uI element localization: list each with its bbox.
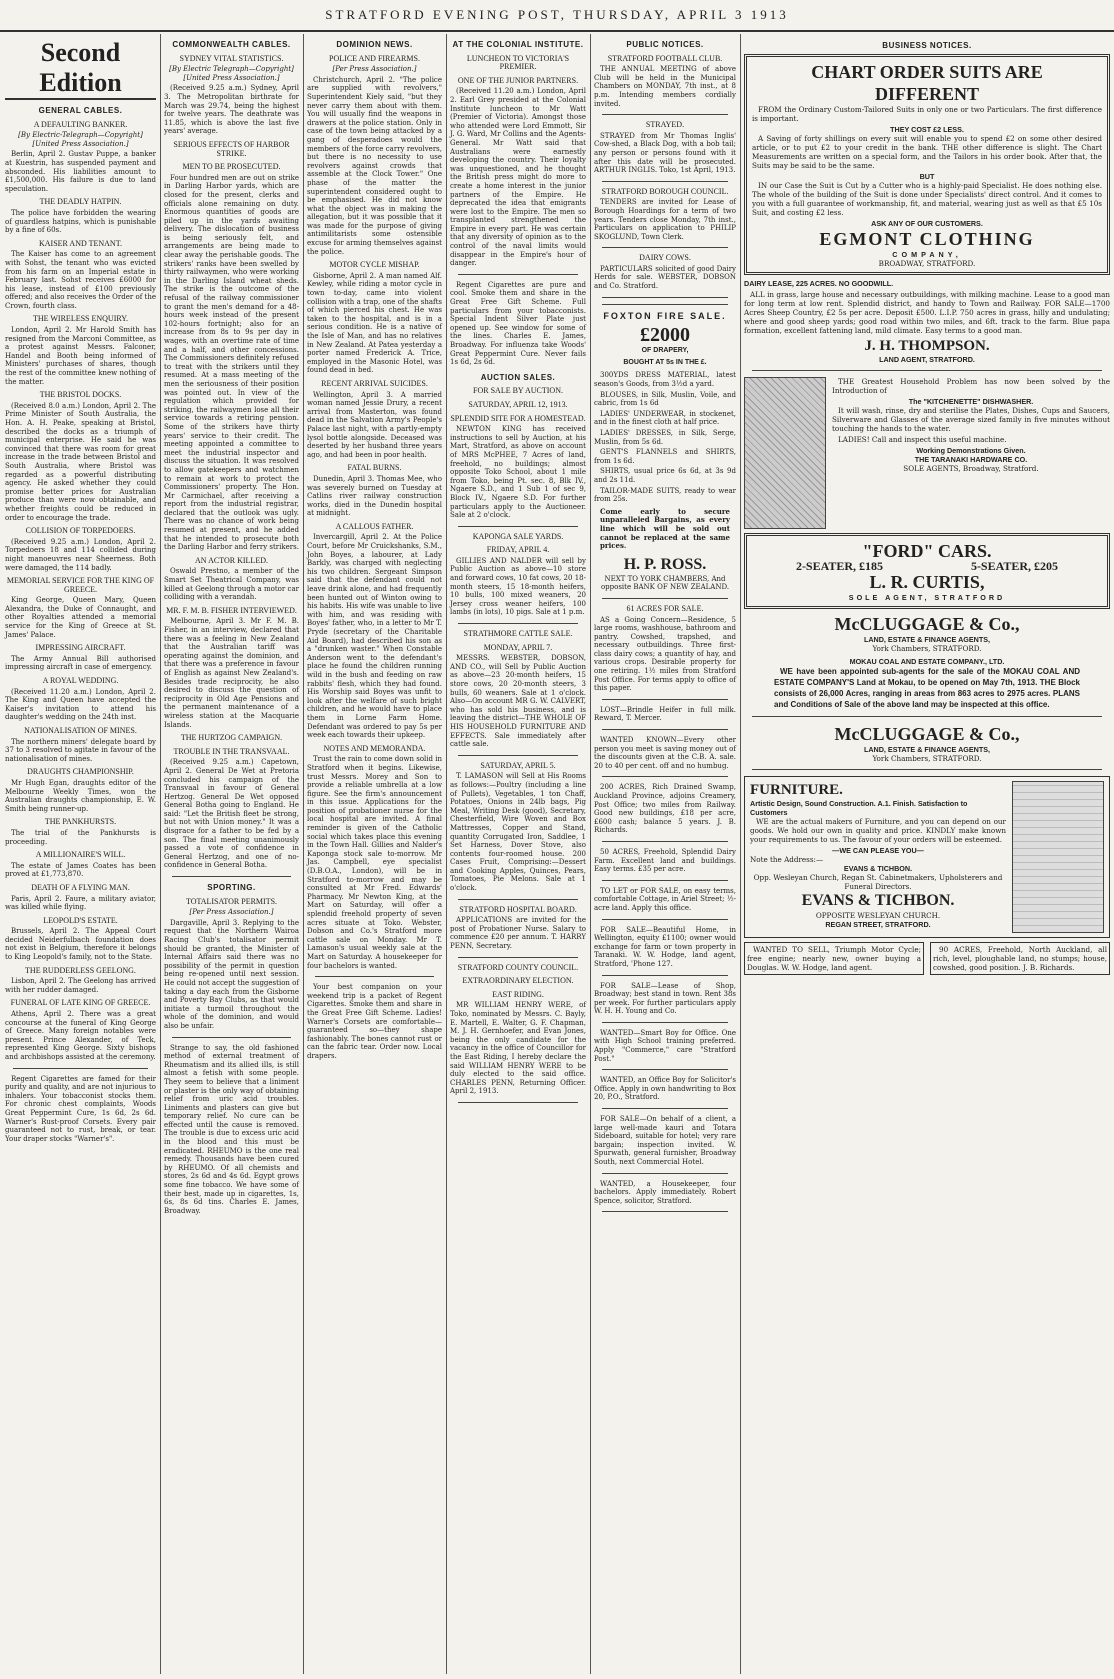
cable-item-body: King George, Queen Mary, Queen Alexandra, the Duke of Connaught, and other Royalties attended a memorial service for the King of Greece at St. James' Palace. (5, 596, 156, 639)
commonwealth-item-body: Oswald Prestno, a member of the Smart Set Theatrical Company, was killed at Geelong through a motor car colliding with a verandah. (164, 567, 299, 602)
public-notice-title: STRATFORD FOOTBALL CLUB. (607, 53, 723, 63)
foxton-line: 300YDS DRESS MATERIAL, latest season's Goods, from 3½d a yard. (594, 371, 736, 389)
auction-sale-title: STRATHMORE CATTLE SALE. (463, 629, 573, 639)
classified (594, 1115, 736, 1167)
classified (594, 783, 736, 835)
second-edition-banner: Second Edition (5, 38, 156, 100)
dominion-item (307, 464, 442, 518)
foxton-next: NEXT TO YORK CHAMBERS, And opposite BANK OF NEW ZEALAND. (600, 574, 730, 592)
mokau-body: WE have been appointed sub-agents for the sale of the MOKAU COAL AND ESTATE COMPANY'S Land at Mokau, to be opened on May 7th, 1913. THE Block consists of 26,000 Acres, ranging in areas from 863 acres to 2975 acres. PLANS and Conditions of Sale of the above land may be inspected at this office. (774, 667, 1080, 709)
cable-item (5, 884, 156, 912)
auction-sale-title: KAPONGA SALE YARDS. (472, 531, 564, 541)
furniture-please: —WE CAN PLEASE YOU— (832, 846, 924, 855)
auction-sale-title: FOR SALE BY AUCTION. (473, 386, 563, 396)
cable-item (5, 818, 156, 846)
foxton-line: GENT'S FLANNELS and SHIRTS, from 1s 6d. (594, 448, 736, 465)
classified (594, 605, 736, 693)
cable-item (5, 198, 156, 234)
dominion-item (307, 745, 442, 970)
cable-item (5, 121, 156, 194)
cable-item (5, 677, 156, 722)
auction-sale-body: T. LAMASON will Sell at His Rooms as follows:—Poultry (including a line of Pullets), Vegetables, 1 ton Chaff, Potatoes, Onions in 24lb bags, Pig Meal, Writing Desk (good), Secretary, Chesterfield, Wire Woven and Box Mattresses, Copper and Stand, quantity Corrugated Iron, Saddlee, 1 Set Harness, Dover Stove, also contents four-roomed house. 200 Cases Fruit, Comprising:—Dessert and Cooking Apples, Quinces, Pears, Tomatoes, Pie Melons. Sale at 1 o'clock. (450, 772, 586, 893)
col3-footer: Your best companion on your weekend trip is a packet of Regent Cigarettes. Smoke them and share in the Great Free Gift Scheme. Ladies! Warner's Corsets are comfortable—guaranteed so—they shape fashionably. The bones cannot rust or can the fabric tear. Order now. Local drapers. (307, 983, 442, 1060)
furniture-note: Note the Address:— (750, 855, 824, 864)
auction-sale (450, 906, 586, 951)
classified (594, 736, 736, 770)
furniture-body: WE are the actual makers of Furniture, and you can depend on our goods. We hold our own in quality and price. KINDLY make known your requirements to us. The favour of your orders will be esteemed. (750, 817, 1006, 844)
cable-item-title: THE PANKHURSTS. (44, 817, 117, 827)
auction-sale-date: EXTRAORDINARY ELECTION. (462, 976, 574, 986)
classified-body: WANTED—Smart Boy for Office. One with High School training preferred. Apply "Commerce," care "Stratford Post." (594, 1028, 736, 1063)
cable-item-title: A MILLIONAIRE'S WILL. (35, 850, 126, 860)
chart-ask: ASK ANY OF OUR CUSTOMERS. (871, 219, 983, 228)
cable-item-title: DRAUGHTS CHAMPIONSHIP. (27, 767, 134, 777)
commonwealth-item-body: Melbourne, April 3. Mr F. M. B. Fisher, in an interview, declared that there was a feeling in New Zealand that the Australian tariff was operating against the dominion, and that there was a preference in favour of English as against New Zealand's. Besides trade reciprocity, he also desired to discuss the question of reciprocity in Old Age Pensions and the permanent maintenance of a wireless station at the Macquarie Islands. (164, 617, 299, 729)
foxton-line: BLOUSES, in Silk, Muslin, Voile, and cabric, from 1s 6d (594, 390, 736, 408)
bottom-classifieds (744, 942, 1110, 977)
furniture-firm: EVANS & TICHBON. (801, 892, 955, 909)
auction-sale (450, 630, 586, 749)
chart-body: A Saving of forty shillings on every suit will enable you to spend £2 on some other desired article, or to put £2 to your credit in the bank. THE other difference is slight. The Chart Measurements are written on a special form, and the Tailors in his order book. After that, the Suits may be said to be the same. (752, 134, 1102, 170)
classified (594, 887, 736, 913)
thompson-name: J. H. THOMPSON. (864, 338, 990, 354)
col4-promo: Regent Cigarettes are pure and cool. Smoke them and share in the Great Free Gift Scheme. Full particulars from your tobacconists. Special Indent Silver Plate just opened up. See window for some of the lines. Charles E. James, Broadway. For influenza take Woods' Great Peppermint Cure. Never fails 1s 6d, 2s 6d. (450, 280, 586, 367)
classified-body: 200 ACRES, Rich Drained Swamp, Auckland Province, adjoins Creamery, Post Office; two miles from Railway. Good new buildings, £18 per acre, £600 cash; balance 5 years. J. B. Richards. (594, 783, 736, 835)
public-notice-title: DAIRY COWS. (639, 253, 691, 263)
totalisator-title: TOTALISATOR PERMITS. (185, 896, 278, 906)
cable-item-title: NATIONALISATION OF MINES. (24, 726, 137, 735)
commonwealth-item (164, 734, 299, 743)
foxton-come-early: Come early to secure unparalleled Bargains, as every line which will be sold out cannot be replaced at the same prices. (600, 506, 730, 551)
mccluggage-address: York Chambers, STRATFORD. (872, 644, 982, 653)
dominion-item-body: Dunedin, April 3. Thomas Mee, who was severely burned on Tuesday at Catlins river railway construction works, died in the Dunedin hospital at midnight. (307, 474, 442, 518)
chart-title: CHART ORDER SUITS ARE DIFFERENT (811, 62, 1043, 104)
cable-item (5, 527, 156, 572)
dominion-item-title: NOTES AND MEMORANDA. (323, 743, 426, 753)
cable-item-body: The Army Annual Bill authorised impressing aircraft in case of emergency. (5, 654, 156, 672)
commonwealth-item-title: SERIOUS EFFECTS OF HARBOR STRIKE. (173, 139, 290, 158)
auction-sale-title: STRATFORD COUNTY COUNCIL. (457, 962, 579, 972)
cable-item-title: LEOPOLD'S ESTATE. (43, 915, 118, 925)
dominion-item (307, 55, 442, 257)
dresser-illustration (1012, 781, 1104, 933)
ford-title: "FORD" CARS. (862, 541, 992, 561)
cable-item (5, 727, 156, 763)
cable-item-title: IMPRESSING AIRCRAFT. (35, 643, 126, 653)
cable-item-body: Paris, April 2. Faure, a military aviator, was killed while flying. (5, 894, 156, 912)
public-notice (594, 188, 736, 242)
auction-sale (450, 533, 586, 617)
dominion-item-title: RECENT ARRIVAL SUICIDES. (321, 378, 428, 388)
furniture-opp2: OPPOSITE WESLEYAN CHURCH. (815, 911, 941, 920)
foxton-of-drapery: OF DRAPERY, (641, 347, 689, 355)
ford-five-seater: 5-SEATER, £205 (970, 559, 1059, 573)
dominion-item-title: MOTOR CYCLE MISHAP. (329, 260, 420, 270)
cable-item (5, 240, 156, 311)
dominion-item-title: A CALLOUS FATHER. (335, 521, 414, 531)
col2-footer: Strange to say, the old fashioned method of external treatment of Rheumatism and its allied ills, is still almost a fetish with some people. They seem to believe that a liniment or plaster is the only way of obtaining relief from uric acid troubles. Liniments and plasters can give but temporary relief. No cure can be effected until the cause is removed. The trouble is due to excess uric acid in the blood and this must be eradicated. RHEUMO is the one real remedy. Thousands have been cured by RHEUMO. Of all chemists and stores, 2s 6d and 4s 6d. Egypt grows some fine tobacco. We have some of their best, made up in cigarettes, 1s, 6s, 8s 6d tins. Charles E. James, Broadway. (164, 1043, 299, 1215)
auction-sale-body: GILLIES AND NALDER will sell by Public Auction as above—10 store and forward cows, 10 fat cows, 20 18-month steers, 15 18-month heifers, 10 bulls, 100 mixed weaners, 20 Jersey cross weaner heifers, 100 lambs (in lots), 10 pigs. Sale at 1 p.m. (450, 556, 586, 617)
dominion-item-title: POLICE AND FIREARMS. (329, 53, 420, 63)
furniture-title: FURNITURE. (750, 782, 843, 798)
luncheon-title: LUNCHEON TO VICTORIA'S PREMIER. (466, 53, 570, 72)
auction-sale-sub: EAST RIDING. (492, 989, 544, 999)
chart-but: BUT (919, 172, 935, 181)
commonwealth-item-title: MEN TO BE PROSECUTED. (182, 162, 281, 172)
public-notice (594, 55, 736, 109)
commonwealth-item (164, 141, 299, 158)
commonwealth-item (164, 748, 299, 870)
public-notice-body: TENDERS are invited for Lease of Borough Hoardings for a term of two years. Tenders close Monday, 7th inst., Particulars on application to PHILIP SKOGLUND, Town Clerk. (594, 198, 736, 241)
cable-item-title: KAISER AND TENANT. (38, 238, 123, 248)
classified (594, 848, 736, 874)
auction-sale-date: MONDAY, APRIL 7. (483, 642, 553, 652)
commonwealth-item (164, 55, 299, 136)
commonwealth-item (164, 607, 299, 729)
furniture-street: REGAN STREET, STRATFORD. (825, 920, 931, 929)
kitchen-agents: SOLE AGENTS, Broadway, Stratford. (903, 464, 1039, 473)
commonwealth-item-title: TROUBLE IN THE TRANSVAAL. (173, 746, 290, 756)
dominion-item-body: Gisborne, April 2. A man named Alf. Kewley, while riding a motor cycle in town to-day, came into violent collision with a trap, one of the shafts of which pierced his chest. He was taken to the hospital, and is in a serious condition. He is a native of the Isle of Man, and has no relatives in New Zealand. At Patea yesterday a porter named Frederick A. Trice, employed in the Masonic Hotel, was found dead in bed. (307, 271, 442, 375)
masthead: STRATFORD EVENING POST, THURSDAY, APRIL 3 1913 (0, 0, 1114, 32)
auction-sale-body: MR WILLIAM HENRY WERE, of Toko, nominated by Messrs. C. Bayly, E. Martell, E. Walter, G. F. Chapman, M. J. H. Gernhoefer, and Evan Jones, being the only candidate for the vacancy in the office of Councillor for the East Riding, I hereby declare the said WILLIAM HENRY WERE to be duly elected to the said office. CHARLES PENN, Returning Officer. April 2, 1913. (450, 1001, 586, 1096)
cable-item-body: Brussels, April 2. The Appeal Court decided Neiderfulbach foundation does not exist in Belgium, therefore it belongs to King Leopold's family, not to the State. (5, 927, 156, 962)
public-notice (594, 121, 736, 175)
auction-sales-heading: AUCTION SALES. (480, 372, 556, 382)
foxton-line: SHIRTS, usual price 6s 6d, at 3s 9d and 2s 11d. (594, 467, 736, 484)
furniture-opp: Opp. Wesleyan Church, Regan St. Cabinetmakers, Upholsterers and Funeral Directors. (753, 873, 1003, 891)
dominion-item-body: Christchurch, April 2. "The police are supplied with revolvers," Superintendent Kiely said, "but they never carry them about with them. You will usually find the weapons in drawers at the police station. Only in case of the town being attacked by a gang of desperadoes would the members of the force carry revolvers, but there is no necessity to use revolvers against crowds that assemble at the Clock Tower." One phase of the matter the superintendent considered ought to be emphasised. He did not know what the object was in making the allegation, but it was possible that it was made for the purpose of giving antimilitarists some ostensible excuse for arming themselves against the police. (307, 75, 442, 256)
furniture-firm-small: EVANS & TICHBON. (843, 864, 913, 873)
commonwealth-item (164, 557, 299, 602)
cable-item-body: Lisbon, April 2. The Geelong has arrived with her rudder damaged. (5, 977, 156, 994)
ford-two-seater: 2-SEATER, £185 (795, 559, 884, 573)
foxton-line: LADIES' DRESSES, in Silk, Serge, Muslin, from 5s 6d. (594, 429, 736, 446)
dairy-title: DAIRY LEASE, 225 ACRES. NO GOODWILL. (744, 279, 894, 288)
cable-item-body: The estate of James Coates has been proved at £1,773,870. (5, 861, 156, 879)
mccluggage-name: McCLUGGAGE & Co., (834, 614, 1020, 634)
mccluggage-sub: LAND, ESTATE & FINANCE AGENTS, (863, 635, 991, 644)
commonwealth-item-title: MR. F. M. B. FISHER INTERVIEWED. (166, 605, 297, 615)
classified (594, 926, 736, 969)
commonwealth-item-credit: [By Electric Telegraph—Copyright] [United Press Association.] (169, 65, 294, 82)
cable-item-credit: [By Electric-Telegraph—Copyright] [United Press Association.] (18, 131, 143, 148)
foxton-fire-sale-ad (594, 312, 736, 592)
cable-item-body: (Received 11.20 a.m.) London, April 2. The King and Queen have accepted the Kaiser's invitation to attend his daughter's wedding on the 24th inst. (5, 687, 156, 722)
column-public-notices (591, 34, 739, 1674)
classified-body: LOST—Brindle Heifer in full milk. Reward, T. Mercer. (594, 705, 736, 723)
foxton-ross: H. P. ROSS. (623, 555, 707, 573)
cable-item (5, 967, 156, 995)
foxton-amount: £2000 (640, 324, 690, 347)
cable-item-body: The police have forbidden the wearing of guardless hatpins, which is punishable by a fine of 60s. (5, 208, 156, 235)
column-colonial-institute (447, 34, 589, 1674)
mccluggage-ad-2 (744, 723, 1110, 763)
cable-item-body: The Kaiser has come to an agreement with Sohst, the tenant who was evicted from his farm on an Imperial estate in February last. Sohst receives £6000 for his lease, instead of £100 previously offered; and also receives the Order of the Crown, fourth class. (5, 250, 156, 310)
cable-item (5, 315, 156, 386)
ford-agent: L. R. CURTIS, (869, 572, 985, 592)
cable-item-body: Mr Hugh Egan, draughts editor of the Melbourne Weekly Times, won the Australian draughts championship, E. W. Smith being runner-up. (5, 778, 156, 813)
colonial-body: (Received 11.20 a.m.) London, April 2. Earl Grey presided at the Colonial Institute luncheon to Mr Watt (Premier of Victoria). Amongst those who attended were Lord Emmott, Sir J. G. Ward, Mr Collins and the Agents-General. Mr Watt said that Australians were earnestly developing the country. Their loyalty was unquestioned, and he thought the British press might do more to create a home interest in the junior partners of the Empire. He deprecated the idea that emigrants were lost to the Empire. The men so transplanted strengthened the Empire in every part. He was certain that any diversity of opinion as to the control of the naval limits would disappear in the Empire's hour of danger. (450, 87, 586, 268)
cable-item-body: London, April 2. Mr Harold Smith has resigned from the Marconi Committee, as a protest against Messrs. Falconer, Handel and Booth being informed of Ministers' purchases of shares, though the rest of the committee knew nothing of the matter. (5, 326, 156, 386)
cable-item (5, 999, 156, 1061)
mccluggage2-name: McCLUGGAGE & Co., (834, 724, 1020, 744)
dominion-item-body: Trust the rain to come down solid in Stratford when it begins. Likewise, trust Messrs. Morey and Son to provide a reliable umbrella at a low figure. See the firm's announcement in this issue. Applications for the position of probationer nurse for the local hospital are invited. A final reminder is given of the Catholic social which takes place this evening in the Town Hall. Gillies and Nalder's Kaponga stock sale to-morrow. Mr Jas. Campbell, eye specialist (D.B.O.A., London), will be in Stratford to-morrow and may be consulted at Mr Fred. Edwards' Pharmacy. Mr Newton King, at the Mart on Saturday, will offer a splendid freehold property of seven acres situate at Toko. Webster, Dobson and Co.'s Stratford more cattle sale on Monday. Mr T. Lamason's usual weekly sale at the Mart on Saturday. A housekeeper for four bachelors is wanted. (307, 755, 442, 970)
kitchen-body2: It will wash, rinse, dry and sterilise the Plates, Dishes, Cups and Saucers, Silverware and Glasses of the average sized family in five minutes without touching the hands to the water. (832, 406, 1110, 433)
auction-sale (450, 762, 586, 893)
totalisator-credit: [Per Press Association.] (189, 908, 274, 917)
mokau-title: MOKAU COAL AND ESTATE COMPANY., LTD. (849, 657, 1005, 666)
motor-cycle-ad: WANTED TO SELL, Triumph Motor Cycle; free engine; nearly new, owner buying a Douglas. W. W. Hodge, land agent. (744, 942, 924, 975)
foxton-line: TAILOR-MADE SUITS, ready to wear from 25s. (594, 486, 736, 504)
foxton-title: FOXTON FIRE SALE. (603, 310, 727, 321)
cable-item-title: THE DEADLY HATPIN. (39, 197, 122, 207)
furniture-ad (744, 776, 1110, 938)
auction-sale-body: NEWTON KING has received instructions to sell by Auction, at his Mart, Stratford, as above on account of MRS McPHEE, 7 Acres of land, freehold, no buildings; almost opposite Toko School, about 1 mile from Toko, being Pt. sec. 8, Blk IV., Ngaere S.D., and 1 Sub 1 of sec 9, Block IV., Ngaere S.D. For further particulars apply to the Auctioneer. Sale at 2 o'clock. (450, 425, 586, 520)
dominion-item (307, 261, 442, 375)
foxton-line: LADIES' UNDERWEAR, in stockenet, and in the finest cloth at half price. (594, 409, 736, 427)
cable-item (5, 391, 156, 522)
mccluggage2-address: York Chambers, STRATFORD. (872, 754, 982, 763)
dominion-item-title: FATAL BURNS. (347, 463, 402, 473)
ford-sole: SOLE AGENT, STRATFORD (848, 593, 1006, 602)
cable-item-body: (Received 9.25 a.m.) London, April 2. Torpedoers 18 and 114 collided during night manoeuvres near Sheerness. Both were damaged, the 114 badly. (5, 537, 156, 572)
cable-item-body: Berlin, April 2. Gustav Puppe, a banker at Kuestrin, has suspended payment and absconded. His liabilities amount to £1,500,000. His failure is due to land speculation. (5, 150, 156, 193)
commonwealth-item-body: (Received 9.25 a.m.) Sydney, April 3. The Metropolitan birthrate for March was 29.74, being the highest for twelve years. The deathrate was 11.85, which is above the last five years' average. (164, 84, 299, 136)
classified-body: 50 ACRES, Freehold, Splendid Dairy Farm. Excellent land and buildings. Easy terms. £35 per acre. (594, 847, 736, 874)
auction-sale-date: SATURDAY, APRIL 12, 1913. (468, 399, 568, 409)
cable-item-title: COLLISION OF TORPEDOERS. (25, 526, 136, 536)
public-notice-body: PARTICULARS solicited of good Dairy Herds for sale. WEBSTER, DOBSON and Co. Stratford. (594, 264, 736, 291)
classified-title: 61 ACRES FOR SALE. (626, 603, 704, 613)
chart-cost: THEY COST £2 LESS. (890, 125, 964, 134)
dominion-item-body: Invercargill, April 2. At the Police Court, before Mr Cruickshanks, S.M., John Boyes, a labourer, at Lady Barkly, was charged with neglecting his two children. Sergeant Simpson said that the defendant could not leave drink alone, and had frequently been hunted out of Winton owing to his habits. His wife was unable to live with him, and was residing with Boyes' father, who, in a letter to Mr T. Pryde (secretary of the Charitable Aid Board), had described his son as a "drunken waster." When Constable Anderson went to the defendant's place he found the children running wild in the bush and feeding on raw rabbits' flesh, which they had found. His Worship said Boyes was unfit to look after the welfare of such bright children, and he would have to place them in Lorne Farm Home. Defendant was ordered to pay 5s per week each towards their upkeep. (307, 533, 442, 740)
classified (594, 982, 736, 1016)
cable-item-title: THE BRISTOL DOCKS. (39, 390, 122, 400)
auction-sale-date: FRIDAY, APRIL 4. (486, 545, 550, 555)
cable-item (5, 577, 156, 639)
kitchen-body: THE Greatest Household Problem has now been solved by the Introduction of (832, 377, 1110, 395)
chart-intro: FROM the Ordinary Custom-Tailored Suits in only one or two Particulars. The first difference is important. (752, 105, 1102, 123)
dominion-item-body: Wellington, April 3. A married woman named Jessie Drury, a recent arrival from Masterton, was found dead in the Salvation Army's People's Palace last night, with a partly-empty lysol bottle alongside. Deceased was deserted by her husband three years ago, and had been in poor health. (307, 390, 442, 459)
commonwealth-item-title: SYDNEY VITAL STATISTICS. (179, 53, 284, 63)
public-notice (594, 254, 736, 290)
auction-sale-date: SATURDAY, APRIL 5. (480, 760, 556, 770)
auction-sale-body: MESSRS. WEBSTER, DOBSON, AND CO., will Sell by Public Auction as above—23 20-month heifers, 15 store cows, 20 20-month steers, 3 bulls, 60 weaners. Sale at 1 o'clock. Also—On account MR G. W. CALVERT, who has sold his business, and is leaving the district—THE WHOLE OF HIS HOUSEHOLD FURNITURE AND EFFECTS. Sale immediately after cattle sale. (450, 654, 586, 749)
general-cables-heading: GENERAL CABLES. (38, 106, 123, 115)
egmont-company: COMPANY, (892, 250, 962, 259)
cable-item-body: The northern miners' delegate board by 37 to 3 resolved to agitate in favour of the nationalisation of mines. (5, 737, 156, 763)
cable-item-title: THE RUDDERLESS GEELONG. (25, 965, 136, 975)
classified-body: TO LET or FOR SALE, on easy terms, comfortable Cottage, in Ariel Street; ½-acre land. Apply this office. (594, 886, 736, 912)
cable-item (5, 644, 156, 672)
commonwealth-item-body: Four hundred men are out on strike in Darling Harbor yards, which are closed for the present, clerks and officials alone remaining on duty. Enormous quantities of goods are piled up in the yards awaiting delivery. The dislocation of business is being seriously felt, and arrangements are being made to clear away the perishable goods. The strikers' ranks have been swelled by thirty railwaymen, who were working in the Darling Island wheat sheds. The strike is the outcome of the refusal of the railway commissioner to grant the men's demand for a 48-hours week instead of the present 102-hours fortnight; also for an increase from 8s to 9s per day in wages, with an overtime rate of time and a half, and other concessions. The Commissioners definitely refused to treat with the strikers until they resumed. At a mass meeting of the men the seriousness of their position was pointed out. In view of the regulation which provided for striking, the railwaymen lose all their service towards a retiring pension. Some of the strikers have thirty years' service to their credit. The meeting appointed a committee to meet the industrial inspector and discuss the situation. It was resolved to allow gatekeepers and watchmen to remain at work to protect the Commissioners' property. The Hon. Mr Carmichael, after receiving a report from the industrial registrar, declared that the outlook was ugly. There was no chance of work being resumed at present, and he added that he intended to prosecute both the Darling Harbor and ferry strikers. (164, 173, 299, 552)
classified-body: FOR SALE—Beautiful Home, in Wellington, equity £1100; owner would exchange for farm or town property in Taranaki. W. W. Hodge, land agent, Stratford, 'Phone 127. (594, 925, 736, 968)
column-business-notices (741, 34, 1113, 1674)
classified (594, 1029, 736, 1063)
kitchen-name: The "KITCHENETTE" DISHWASHER. (908, 397, 1034, 406)
cable-item-title: FUNERAL OF LATE KING OF GREECE. (10, 998, 151, 1008)
foxton-bought: BOUGHT AT 5s IN THE £. (623, 358, 707, 366)
mccluggage-ad (744, 613, 1110, 710)
commonwealth-cables-heading: COMMONWEALTH CABLES. (172, 40, 291, 49)
public-notice-body: STRAYED from Mr Thomas Inglis' Cow-shed, a Black Dog, with a bob tail; any person or persons found with it after this date will be prosecuted. ARTHUR INGLIS. Toko, 1st April, 1913. (594, 131, 736, 175)
classified-body: FOR SALE—On behalf of a client, a large well-made kauri and Totara Sideboard, suitable for hotel; very rare bargain; inspection invited. W. Spurwath, general furnisher, Broadway South, next Commercial Hotel. (594, 1115, 736, 1166)
cable-item-title: A DEFAULTING BANKER. (33, 119, 128, 129)
colonial-institute-heading: AT THE COLONIAL INSTITUTE. (452, 40, 584, 49)
furniture-tag: Artistic Design, Sound Construction. A.1. Finish. Satisfaction to Customers (750, 799, 968, 817)
cable-item-body: (Received 8.0 a.m.) London, April 2. The Prime Minister of South Australia, the Hon. A. H. Peake, speaking at Bristol, described the docks as a triumph of municipal enterprise. He said he was convinced that there was room for great increase in the trade between Bristol and South Australia, where Bristol was regarded as a powerful distributing agency. He asked whether they could promise better prices for Australian produce than were now obtainable, and whether freights could be reduced in order to encourage the trade. (5, 401, 156, 522)
cable-item (5, 917, 156, 962)
classified-body: WANTED, an Office Boy for Solicitor's Office. Apply in own handwriting to Box 20, P.O., Stratford. (594, 1076, 736, 1102)
dominion-item-credit: [Per Press Association.] (332, 65, 417, 74)
egmont-address: BROADWAY, STRATFORD. (878, 259, 976, 268)
dominion-news-heading: DOMINION NEWS. (336, 40, 413, 49)
auction-sale-body: APPLICATIONS are invited for the post of Probationer Nurse. Salary to commence £20 per annum. T. HARRY PENN, Secretary. (450, 916, 586, 951)
chart-order-suits-ad (744, 54, 1110, 275)
column-dominion-news (304, 34, 445, 1674)
sporting-heading: SPORTING. (207, 883, 256, 893)
public-notice-title: STRAYED. (645, 120, 685, 130)
dishwasher-illustration (744, 377, 826, 529)
cable-item (5, 851, 156, 879)
cable-item-body: Athens, April 2. There was a great concourse at the funeral of King George of Greece. Many foreign notables were present. Prince Alexander, of Teck, represented King George. Sixty bishops and archbishops assisted at the ceremony. (5, 1010, 156, 1061)
dairy-body: ALL in grass, large house and necessary outbuildings, with milking machine. Lease to a good man for long term at low rent. Splendid district, and handy to Town and Railway. FOR SALE—1700 Acres Sheep Country, £2 5s per acre. Deposit £500. L.I.P. 750 acres in grass, hilly and undulating; where and good sheep yards; good road within two miles, and 6ft. track to the farm. Blue papa formation, excellent fattening land, mild climate. Easy terms to a good man. (744, 290, 1110, 335)
commonwealth-item-body: (Received 9.25 a.m.) Capetown, April 2. General De Wet at Pretoria concluded his campaign of the Transvaal in favour of General Hertzog. General De Wet opposed General Botha going to England. He said: "Let the British fleet be strong, but not with Union money." It was a disgrace for a father to be fed by a son. The final meeting unanimously passed a vote of confidence in General Hertzog, and one of no-confidence in General Botha. (164, 758, 299, 870)
kitchen-firm: THE TARANAKI HARDWARE CO. (914, 455, 1028, 464)
classified (594, 1180, 736, 1206)
dominion-item (307, 523, 442, 740)
dominion-item (307, 380, 442, 459)
classified-body: WANTED, a Housekeeper, four bachelors. Apply immediately. Robert Spence, solicitor, Stratford. (594, 1179, 736, 1205)
mccluggage2-sub: LAND, ESTATE & FINANCE AGENTS, (863, 745, 991, 754)
public-notice-title: STRATFORD BOROUGH COUNCIL. (601, 186, 729, 196)
cable-item-title: MEMORIAL SERVICE FOR THE KING OF GREECE. (6, 576, 155, 594)
junior-partners-title: ONE OF THE JUNIOR PARTNERS. (457, 75, 579, 85)
cable-item-body: The trial of the Pankhursts is proceeding. (5, 828, 156, 846)
col1-footer: Regent Cigarettes are famed for their purity and quality, and are not injurious to inhalers. Your tobacconist stocks them. For chronic chest complaints, Woods Great Peppermint Cure, 1s 6d, 2s 6d. Warner's Rust-proof Corsets. Every pair guaranteed not to rust, break, or tear. Your draper stocks "Warner's". (5, 1074, 156, 1143)
egmont-name: EGMONT CLOTHING (819, 229, 1035, 249)
thompson-sub: LAND AGENT, STRATFORD. (879, 355, 975, 364)
column-commonwealth-cables (161, 34, 302, 1674)
cable-item-title: A ROYAL WEDDING. (42, 676, 119, 686)
public-notice-body: THE ANNUAL MEETING of above Club will be held in the Municipal Chambers on MONDAY, 7th inst., at 8 p.m. Intending members cordially invited. (594, 65, 736, 108)
auction-sale (450, 964, 586, 1096)
totalisator-body: Dargaville, April 3. Replying to the request that the Northern Wairoa Racing Club's totalisator permit should be granted, the Minister of Internal Affairs said there was no possibility of the permit in question being re-opened until next session. He could not accept the suggestion of taking a day each from the Gisborne and Poverty Bay Clubs, as that would initiate a turmoil throughout the whole of the dominion, and would also be unfair. (164, 918, 299, 1030)
kitchenette-ad (744, 377, 1110, 529)
commonwealth-item-title: AN ACTOR KILLED. (195, 555, 268, 565)
classified-body: WANTED KNOWN—Every other person you meet is saving money out of the discounts given at the C.B. A. sale. 20 to 40 per cent. off and no humbug. (594, 736, 736, 770)
kitchen-demo: Working Demonstrations Given. (916, 446, 1026, 455)
classified-body: FOR SALE—Lease of Shop, Broadway; best stand in town. Rent 38s per week. For further particulars apply W. H. H. Young and Co. (594, 981, 736, 1016)
classified (594, 706, 736, 723)
commonwealth-item (164, 163, 299, 552)
auction-sale-title: STRATFORD HOSPITAL BOARD. (459, 904, 577, 914)
business-notices-heading: BUSINESS NOTICES. (882, 41, 972, 50)
ninety-acres-ad: 90 ACRES, Freehold, North Auckland, all rich, level, ploughable land, no stumps; house, cowshed, good position. J. B. Richards. (930, 942, 1110, 975)
dairy-lease-ad (744, 279, 1110, 364)
cable-item-title: DEATH OF A FLYING MAN. (31, 882, 130, 892)
kitchen-ladies: LADIES! Call and inspect this useful machine. (838, 435, 1007, 444)
cable-item-title: THE WIRELESS ENQUIRY. (32, 314, 129, 324)
ford-cars-ad (744, 533, 1110, 609)
column-general-cables (2, 34, 159, 1674)
commonwealth-item-title: THE HURTZOG CAMPAIGN. (180, 733, 283, 743)
cable-item (5, 768, 156, 813)
classified-body: AS a Going Concern—Residence, 5 large rooms, washhouse, bathroom and pantry. Cowshed, trapshed, and necessary outbuildings. Three first-class dairy cows; a quantity of hay, and various crops. Desirable property for one retiring. 1½ miles from Stratford Post Office. For terms apply to office of this paper. (594, 615, 736, 693)
chart-body2: IN our Case the Suit is Cut by a Cutter who is a highly-paid Specialist. He does nothing else. The whole of the building of the Suit is done under Specialists' direct control. And it comes to you with a full guarantee of workmanship, fit, and material, wearing just as well as that £5 10s Suit, and costing £2 less. (752, 181, 1102, 217)
classified (594, 1076, 736, 1102)
auction-sale-sub: SPLENDID SITE FOR A HOMESTEAD. (450, 413, 586, 423)
public-notices-heading: PUBLIC NOTICES. (626, 40, 704, 49)
auction-sale (450, 387, 586, 519)
